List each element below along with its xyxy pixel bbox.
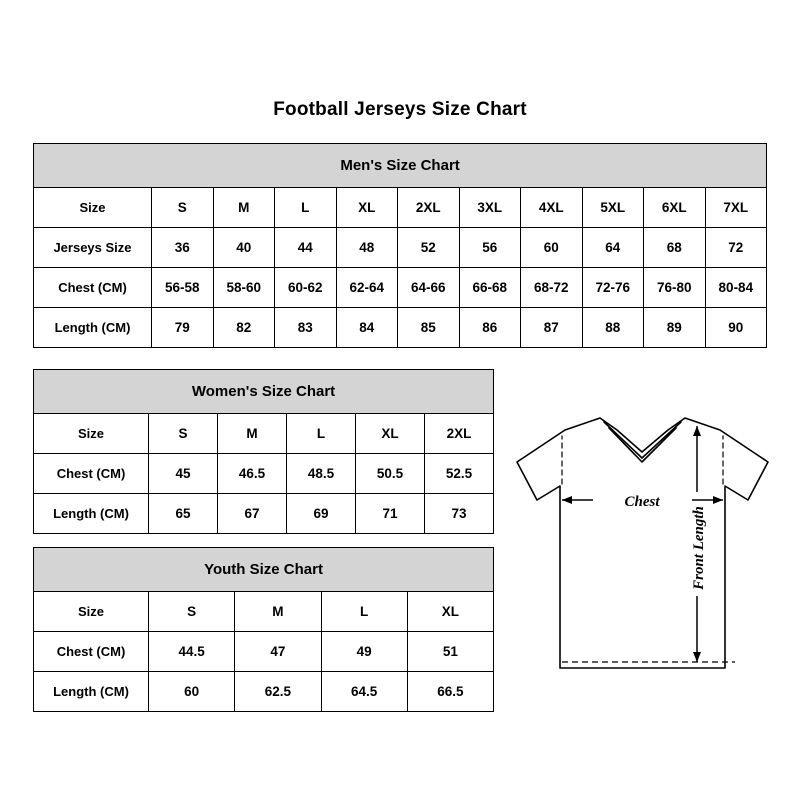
- table-cell: 71: [356, 494, 425, 534]
- row-label: Size: [34, 414, 149, 454]
- table-cell: 4XL: [521, 188, 583, 228]
- page-title: Football Jerseys Size Chart: [273, 99, 527, 120]
- row-label: Size: [34, 188, 152, 228]
- row-label: Length (CM): [34, 494, 149, 534]
- mens-size-table: [33, 143, 767, 348]
- table-cell: 62-64: [336, 268, 398, 308]
- table-cell: S: [149, 414, 218, 454]
- table-cell: 66-68: [459, 268, 521, 308]
- table-cell: 64-66: [398, 268, 460, 308]
- table-cell: 85: [398, 308, 460, 348]
- table-row: [34, 632, 494, 672]
- jersey-measurement-diagram: [505, 400, 780, 685]
- table-cell: 60: [521, 228, 583, 268]
- table-row: [34, 188, 767, 228]
- table-cell: 90: [705, 308, 767, 348]
- table-cell: 50.5: [356, 454, 425, 494]
- table-cell: 52.5: [425, 454, 494, 494]
- table-row: [34, 494, 494, 534]
- table-cell: XL: [356, 414, 425, 454]
- table-cell: 56-58: [152, 268, 214, 308]
- table-cell: 45: [149, 454, 218, 494]
- table-cell: XL: [407, 592, 493, 632]
- table-header-row: [34, 144, 767, 188]
- table-cell: 58-60: [213, 268, 275, 308]
- front-length-measure-line: [562, 426, 735, 662]
- table-cell: 5XL: [582, 188, 644, 228]
- table-cell: 66.5: [407, 672, 493, 712]
- table-cell: 87: [521, 308, 583, 348]
- table-cell: L: [321, 592, 407, 632]
- table-cell: 67: [218, 494, 287, 534]
- table-cell: 65: [149, 494, 218, 534]
- table-cell: 89: [644, 308, 706, 348]
- row-label: Jerseys Size: [34, 228, 152, 268]
- table-cell: 44.5: [149, 632, 235, 672]
- mens-table-title: Men's Size Chart: [34, 144, 767, 188]
- row-label: Length (CM): [34, 308, 152, 348]
- table-cell: 2XL: [398, 188, 460, 228]
- table-cell: 40: [213, 228, 275, 268]
- table-cell: 79: [152, 308, 214, 348]
- table-cell: 83: [275, 308, 337, 348]
- front-length-label: Front Length: [691, 506, 707, 590]
- table-cell: 60-62: [275, 268, 337, 308]
- table-cell: XL: [336, 188, 398, 228]
- table-cell: M: [218, 414, 287, 454]
- table-cell: S: [152, 188, 214, 228]
- table-row: [34, 228, 767, 268]
- table-row: [34, 414, 494, 454]
- table-cell: 68: [644, 228, 706, 268]
- chest-label: Chest: [624, 494, 660, 510]
- table-cell: 62.5: [235, 672, 321, 712]
- table-cell: M: [213, 188, 275, 228]
- table-cell: L: [275, 188, 337, 228]
- table-cell: 47: [235, 632, 321, 672]
- youth-size-table: [33, 547, 494, 712]
- table-cell: 64: [582, 228, 644, 268]
- table-row: [34, 672, 494, 712]
- table-cell: 86: [459, 308, 521, 348]
- table-cell: 72-76: [582, 268, 644, 308]
- table-cell: 7XL: [705, 188, 767, 228]
- table-cell: 36: [152, 228, 214, 268]
- table-cell: 49: [321, 632, 407, 672]
- table-cell: L: [287, 414, 356, 454]
- table-row: [34, 454, 494, 494]
- table-row: [34, 308, 767, 348]
- table-cell: 73: [425, 494, 494, 534]
- table-cell: 46.5: [218, 454, 287, 494]
- youth-table-title: Youth Size Chart: [34, 548, 494, 592]
- table-row: [34, 592, 494, 632]
- table-cell: 48.5: [287, 454, 356, 494]
- table-cell: 51: [407, 632, 493, 672]
- row-label: Chest (CM): [34, 632, 149, 672]
- table-cell: 80-84: [705, 268, 767, 308]
- table-cell: 48: [336, 228, 398, 268]
- table-header-row: [34, 370, 494, 414]
- table-cell: M: [235, 592, 321, 632]
- table-cell: 2XL: [425, 414, 494, 454]
- table-cell: 69: [287, 494, 356, 534]
- table-cell: 3XL: [459, 188, 521, 228]
- row-label: Chest (CM): [34, 268, 152, 308]
- table-cell: S: [149, 592, 235, 632]
- womens-size-table: [33, 369, 494, 534]
- row-label: Chest (CM): [34, 454, 149, 494]
- table-cell: 64.5: [321, 672, 407, 712]
- table-cell: 52: [398, 228, 460, 268]
- table-cell: 82: [213, 308, 275, 348]
- table-row: [34, 268, 767, 308]
- table-cell: 56: [459, 228, 521, 268]
- womens-table-title: Women's Size Chart: [34, 370, 494, 414]
- table-header-row: [34, 548, 494, 592]
- row-label: Length (CM): [34, 672, 149, 712]
- table-cell: 68-72: [521, 268, 583, 308]
- table-cell: 6XL: [644, 188, 706, 228]
- table-cell: 72: [705, 228, 767, 268]
- table-cell: 88: [582, 308, 644, 348]
- row-label: Size: [34, 592, 149, 632]
- table-cell: 60: [149, 672, 235, 712]
- table-cell: 84: [336, 308, 398, 348]
- table-cell: 76-80: [644, 268, 706, 308]
- table-cell: 44: [275, 228, 337, 268]
